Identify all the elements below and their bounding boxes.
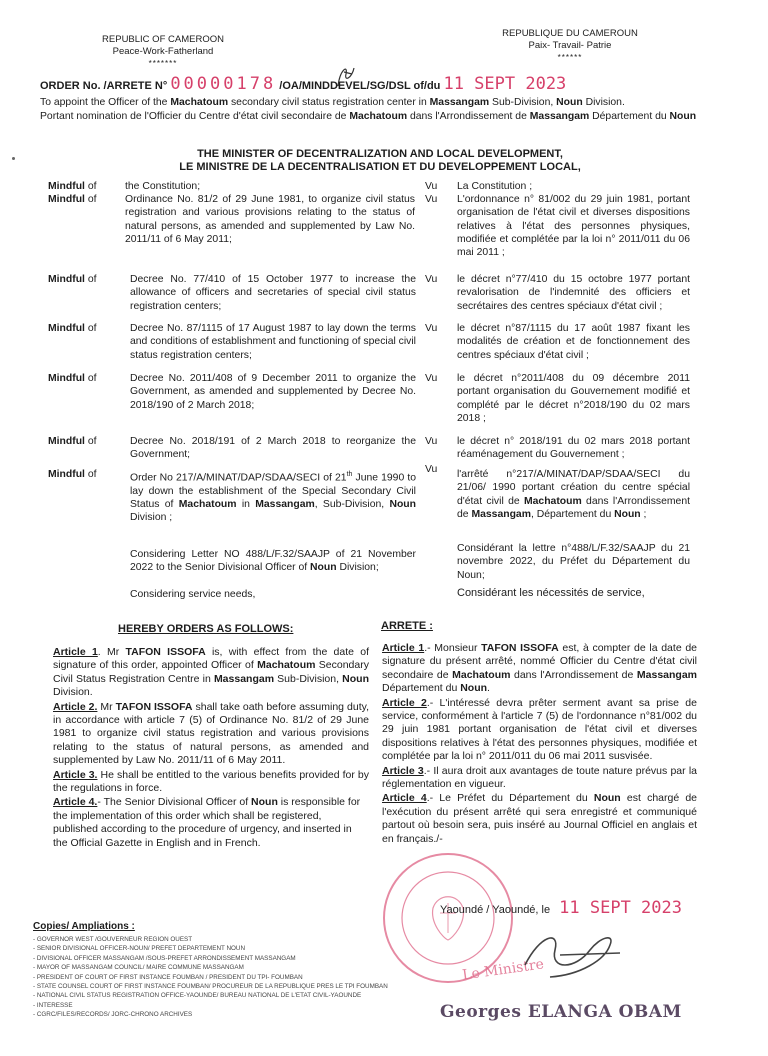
list-item: - NATIONAL CIVIL STATUS REGISTRATION OFFICE-YAOUNDE/ BUREAU NATIONAL DE L'ETAT CIVIL-YAOUNDE — [33, 991, 463, 1000]
list-item: - SENIOR DIVISIONAL OFFICER-NOUN/ PREFET DEPARTEMENT NOUN — [33, 944, 463, 953]
signature-date-stamp: 11 SEPT 2023 — [559, 898, 682, 918]
article-4-en: Article 4.- The Senior Divisional Officer of Noun is responsible for the implementation of this order which shall be registered, published according to the procedure of urgency, and inserted in the Official Gazette in English and in French. — [53, 796, 361, 849]
order-number-stamp: 00000178 — [170, 74, 277, 94]
country-name-en: REPUBLIC OF CAMEROON — [102, 34, 224, 45]
purpose-en: To appoint the Officer of the Machatoum secondary civil status registration center in Massangam Sub-Division, Noun Division. — [40, 97, 625, 108]
hereby-orders-heading: HEREBY ORDERS AS FOLLOWS: — [118, 623, 294, 635]
scan-dot — [12, 157, 15, 160]
vu-label: Vu — [425, 436, 438, 447]
list-item: - PRESIDENT OF COURT OF FIRST INSTANCE FOUMBAN / PRESIDENT DU TPI- FOUMBAN — [33, 973, 463, 982]
articles-fr — [382, 642, 697, 847]
considering-letter-en: Considering Letter NO 488/L/F.32/SAAJP of 21 November 2022 to the Senior Divisional Officer of Noun Division; — [130, 549, 416, 574]
article-3-en: Article 3. He shall be entitled to the various benefits provided for by the regulations in force. — [53, 768, 370, 795]
copies-list — [33, 935, 463, 1020]
list-item: - CGRC/FILES/RECORDS/ JORC-CHRONO ARCHIVES — [33, 1010, 463, 1019]
article-1-fr: Article 1.- Monsieur TAFON ISSOFA est, à compter de la date de signature du présent arrêté, nommé Officier du Centre d'état civil secondaire de Machatoum dans l'Arrondissement de Massangam Département du Noun. — [382, 642, 697, 695]
article-2-en: Article 2. Mr TAFON ISSOFA shall take oath before assuming duty, in accordance with article 7 (5) of Ordinance No. 81/2 of 29 June 1981 to organize civil status registration and various provisions relating to the status of natural persons, as amended and supplemented by Law No. 2011/11 of 6 May 2011. — [53, 700, 369, 767]
copies-heading: Copies/ Ampliations : — [33, 921, 135, 932]
signer-name: Georges ELANGA OBAM — [440, 1002, 682, 1022]
signature-place: Yaoundé / Yaoundé, le — [440, 904, 551, 916]
article-4-fr: Article 4.- Le Préfet du Département du Noun est chargé de l'exécution du présent arrêté qui sera enregistré et communiqué partout où besoin sera, puis inséré au Journal Officiel en anglais et en français./- — [382, 792, 698, 845]
minister-title-en: THE MINISTER OF DECENTRALIZATION AND LOCAL DEVELOPMENT, — [197, 148, 563, 160]
motto-fr: Paix- Travail- Patrie — [528, 40, 612, 51]
arrete-heading: ARRETE : — [381, 620, 433, 632]
stars-left: ******* — [148, 59, 178, 68]
list-item: - STATE COUNSEL COURT OF FIRST INSTANCE FOUMBAN/ PROCUREUR DE LA REPUBLIQUE PRES LE TPI FOUMBAN — [33, 982, 463, 991]
country-name-fr: REPUBLIQUE DU CAMEROUN — [502, 28, 638, 39]
vu-label: Vu — [425, 274, 438, 285]
minister-title-fr: LE MINISTRE DE LA DECENTRALISATION ET DU DEVELOPPEMENT LOCAL, — [179, 161, 581, 173]
initials-scribble — [330, 60, 360, 90]
list-item: - DIVISIONAL OFFICER MASSANGAM /SOUS-PREFET ARRONDISSEMENT MASSANGAM — [33, 954, 463, 963]
article-3-fr: Article 3.- Il aura droit aux avantages de toute nature prévus par la réglementation en vigueur. — [382, 764, 698, 791]
order-date-stamp: 11 SEPT 2023 — [443, 74, 567, 94]
order-suffix: /OA/MINDDEVEL/SG/DSL of/du — [279, 80, 441, 92]
considering-service-fr: Considérant les nécessités de service, — [457, 587, 645, 599]
vu-label: Vu — [425, 464, 438, 475]
articles-en — [53, 646, 369, 851]
vu-label: Vu — [425, 194, 438, 205]
seal-caption: Le Ministre — [461, 956, 545, 984]
header-left — [88, 34, 238, 70]
vu-label: Vu — [425, 181, 438, 192]
order-prefix: ORDER No. /ARRETE N° — [40, 80, 168, 92]
list-item: - MAYOR OF MASSANGAM COUNCIL/ MAIRE COMMUNE MASSANGAM — [33, 963, 463, 972]
vu-label: Vu — [425, 373, 438, 384]
handwritten-signature — [520, 925, 630, 985]
considering-letter-fr: Considérant la lettre n°488/L/F.32/SAAJP du 21 novembre 2022, du Préfet du Département du Noun; — [457, 543, 690, 581]
list-item: - INTERESSE — [33, 1001, 463, 1010]
order-number-line — [40, 74, 740, 94]
list-item: - GOVERNOR WEST /GOUVERNEUR REGION OUEST — [33, 935, 463, 944]
stars-right: ****** — [557, 53, 583, 62]
article-1-en: Article 1. Mr TAFON ISSOFA is, with effect from the date of signature of this order, appointed Officer of Machatoum Secondary Civil Status Registration Centre in Massangam Sub-Division, Noun Division. — [53, 646, 370, 699]
motto-en: Peace-Work-Fatherland — [112, 46, 214, 57]
visas-section: Mindful of the Constitution; Vu La Constitution ; Mindful of Ordinance No. 81/2 of 29 June 1981, to organize civil status registration and various provisions relating to the status of natural persons, as amended and supplemented by Law No. 2011/11 of 6 May 2011; Vu L'ordonnance n° 81/002 du 29 juin 1981, portant organisation de l'état civil et diverses dispositions relatives à l'état des personnes physiques, modifiée et complétée par la loi n° 2011/011 du 06 mai 2011 ; Mindful of Decree No. 77/410 of 15 October 1977 to increase the allowance of officers and secretaries of special civil status registration centers; Vu le décret n°77/410 du 15 octobre 1977 portant revalorisation de l'indemnité des officiers et secrétaires des centres spéciaux d'état civil ; Mindful of Decree No. 87/1115 of 17 August 1987 to lay down the terms and conditions of establishment and functioning of special civil status registration centers; Vu le décret n°87/1115 du 17 août 1987 fixant les modalités de création et de fonctionnement des centres spéciaux d'état civil ; Mindful of Decree No. 2011/408 of 9 December 2011 to organize the Government, as amended and supplemented by Decree No. 2018/190 of 2 March 2018; Vu le décret n°2011/408 du 09 décembre 2011 portant organisation du Gouvernement modifié et complété par le décret n°2018/190 du 02 mars 2018 ; Mindful of Decree No. 2018/191 of 2 March 2018 to reorganize the Government; Vu le décret n° 2018/191 du 02 mars 2018 portant réaménagement du Gouvernement ; Mindful of Order No 217/A/MINAT/DAP/SDAA/SECI of 21th June 1990 to lay down the establishment of the Special Secondary Civil Status of Machatoum in Massangam, Sub-Division, Noun Division ; Vu l'arrêté n°217/A/MINAT/DAP/SDAA/SECI du 21/06/ 1990 portant création du centre spécial d'état civil de Machatoum dans l'Arrondissement de Massangam, Département du Noun ; Considering Letter NO 488/L/F.32/SAAJP of 21 November 2022 to the Senior Divisional Officer of Noun Division; Considering service needs, Considérant la lettre n°488/L/F.32/SAAJP du 21 novembre 2022, du Préfet du Département du Noun; Considérant les nécessités de service, — [48, 181, 690, 600]
article-2-fr: Article 2.- L'intéressé devra prêter serment avant sa prise de service, conformément à l'article 7 (5) de l'ordonnance n°81/002 du 29 juin 1981 portant organisation de l'état civil et diverses dispositions relatives à l'état des personnes physiques, modifiée et complétée par la loi n° 2011/011 du 06 mai 2011 susvisée. — [382, 696, 697, 763]
signature-place-date — [440, 898, 682, 918]
vu-label: Vu — [425, 323, 438, 334]
header-right — [485, 28, 655, 64]
considering-service-en: Considering service needs, — [130, 589, 256, 600]
purpose-fr: Portant nomination de l'Officier du Centre d'état civil secondaire de Machatoum dans l'Arrondissement de Massangam Département du Noun — [40, 111, 697, 122]
